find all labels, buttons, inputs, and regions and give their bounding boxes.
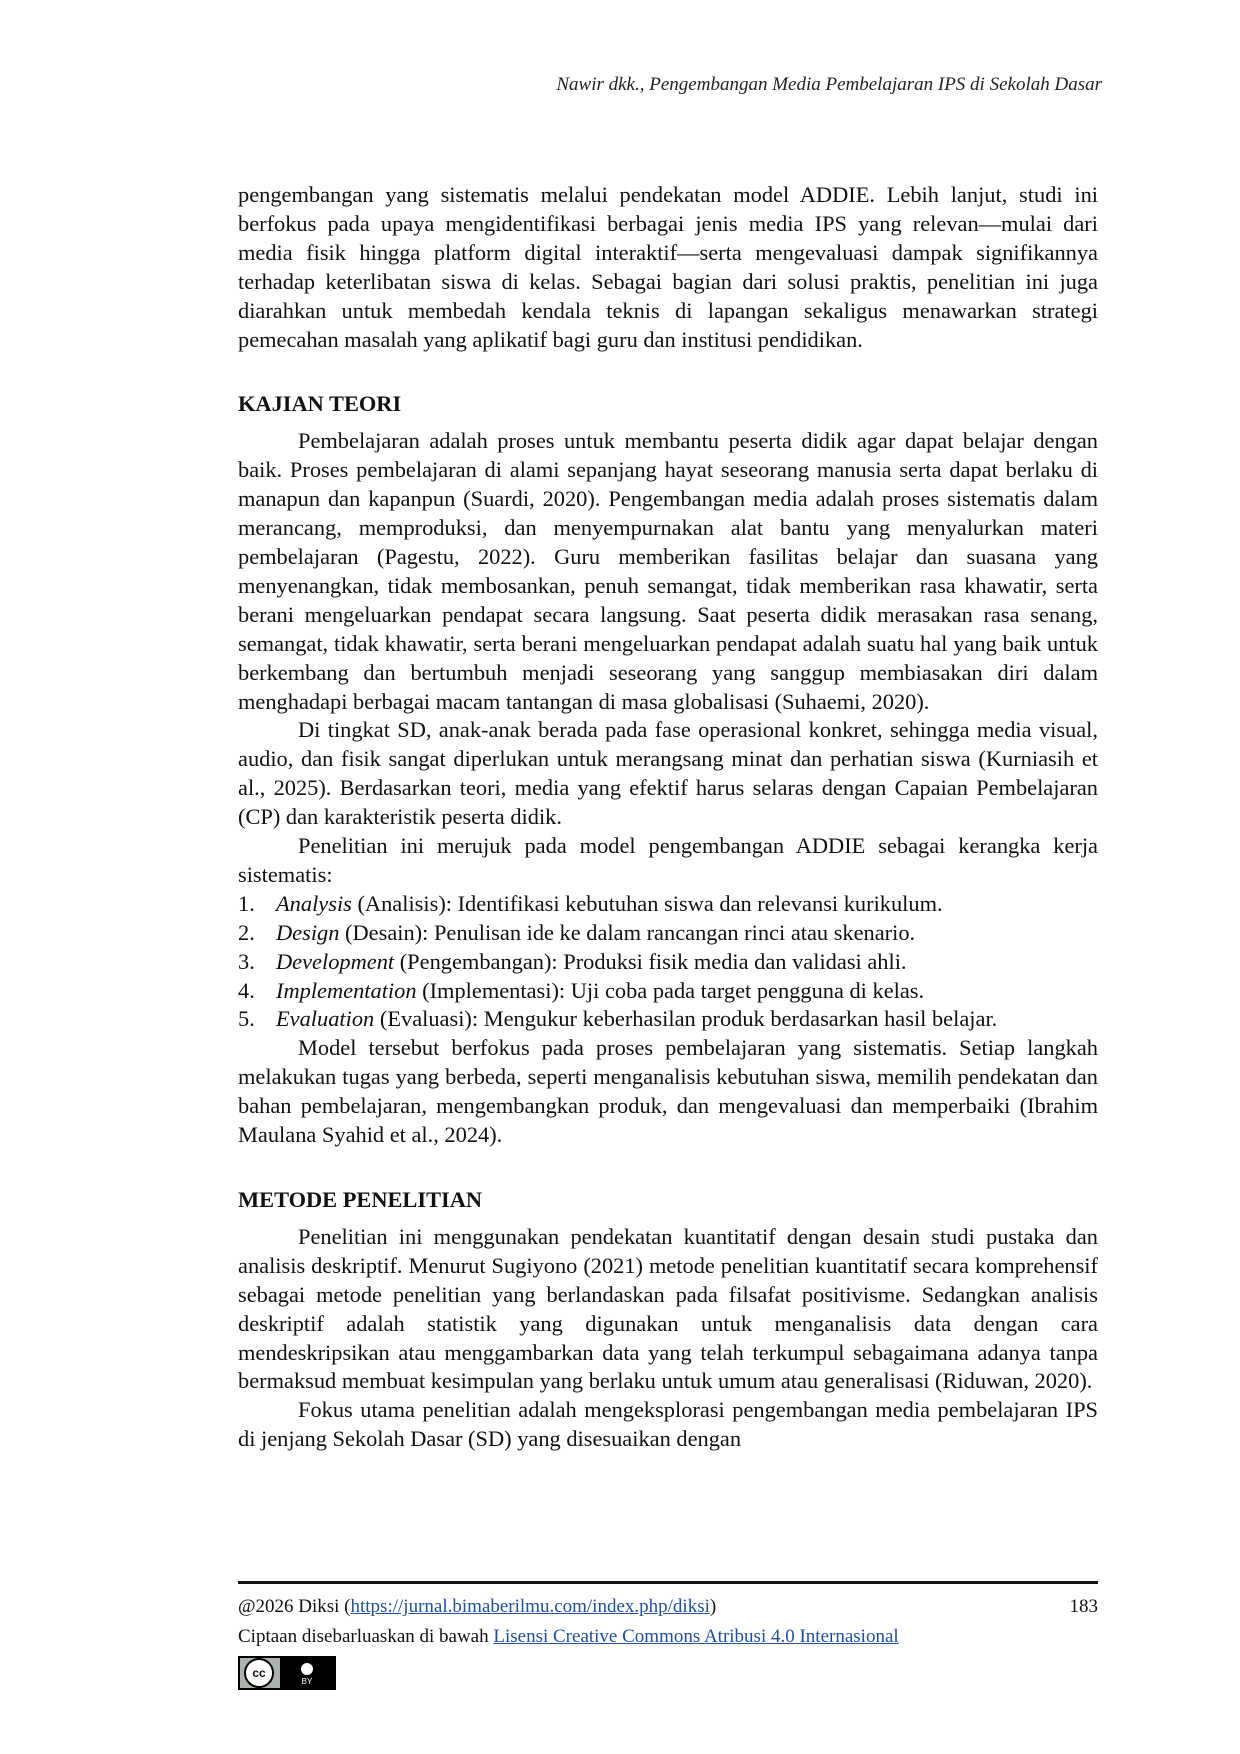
license-prefix: Ciptaan disebarluaskan di bawah [238,1626,494,1647]
license-link[interactable]: Lisensi Creative Commons Atribusi 4.0 Internasional [493,1626,899,1647]
paragraph-kajian-3: Penelitian ini merujuk pada model pengembangan ADDIE sebagai kerangka kerja sistematis: [238,833,1098,887]
list-item [238,1005,1098,1034]
list-item [238,919,1098,948]
list-term: Development [276,948,395,974]
page-number: 183 [1069,1596,1098,1617]
by-label: BY [301,1676,313,1686]
list-item [238,890,1098,919]
list-term: Analysis [276,890,352,916]
list-item [238,948,1098,977]
copyright-suffix: ) [709,1596,717,1617]
paragraph-metode-2: Fokus utama penelitian adalah mengeksplorasi pengembangan media pembelajaran IPS di jenjang Sekolah Dasar (SD) yang disesuaikan dengan [238,1397,1098,1452]
list-number: 3. [238,948,255,974]
list-text: (Evaluasi): Mengukur keberhasilan produk berdasarkan hasil belajar. [374,1006,998,1032]
running-header: Nawir dkk., Pengembangan Media Pembelajaran IPS di Sekolah Dasar [556,74,1102,95]
cc-by-license-badge[interactable] [238,1656,336,1690]
list-number: 1. [238,890,255,916]
footer-copyright-row [238,1596,1098,1618]
article-body [238,181,1098,1454]
section-heading-metode-penelitian: METODE PENELITIAN [238,1187,483,1212]
list-term: Evaluation [276,1006,375,1032]
paragraph-kajian-2: Di tingkat SD, anak-anak berada pada fase operasional konkret, sehingga media visual, audio, dan fisik sangat diperlukan untuk merangsang minat dan perhatian siswa (Kurniasih et al., 2025). Berdasarkan teori, media yang efektif harus selaras dengan Capaian Pembelajaran (CP) dan karakteristik peserta didik. [238,717,1098,830]
list-term: Design [276,919,340,945]
by-attribution-icon [280,1658,334,1688]
copyright-prefix: @2026 Diksi ( [238,1596,351,1617]
paragraph-kajian-1: Pembelajaran adalah proses untuk membantu peserta didik agar dapat belajar dengan baik. Proses pembelajaran di alami sepanjang hayat seseorang manusia serta dapat berlaku di manapun dan kapanpun (Suardi, 2020). Pengembangan media adalah proses sistematis dalam merancang, memproduksi, dan menyempurnakan alat bantu yang menyalurkan materi pembelajaran (Pagestu, 2022). Guru memberikan fasilitas belajar dan suasana yang menyenangkan, tidak membosankan, penuh semangat, tidak memberikan rasa khawatir, serta berani mengeluarkan pendapat secara langsung. Saat peserta didik merasakan rasa senang, semangat, tidak khawatir, serta berani mengeluarkan pendapat adalah suatu hal yang baik untuk berkembang dan bertumbuh menjadi seseorang yang sanggup membiasakan diri dalam menghadapi berbagai macam tantangan di masa globalisasi (Suhaemi, 2020). [238,428,1098,714]
footer-license-row [238,1626,1098,1648]
list-text: (Desain): Penulisan ide ke dalam rancangan rinci atau skenario. [339,919,916,945]
cc-icon: cc [244,1658,274,1688]
paragraph-kajian-4: Model tersebut berfokus pada proses pembelajaran yang sistematis. Setiap langkah melakukan tugas yang berbeda, seperti menganalisis kebutuhan siswa, memilih pendekatan dan bahan pembelajaran, mengembangkan produk, dan mengevaluasi dan memperbaiki (Ibrahim Maulana Syahid et al., 2024). [238,1035,1098,1148]
list-term: Implementation [276,977,417,1003]
paragraph-metode-1: Penelitian ini menggunakan pendekatan kuantitatif dengan desain studi pustaka dan analisis deskriptif. Menurut Sugiyono (2021) metode penelitian kuantitatif secara komprehensif sebagai metode penelitian yang berlandaskan pada filsafat positivisme. Sedangkan analisis deskriptif adalah statistik yang digunakan untuk menganalisis data dengan cara mendeskripsikan atau menggambarkan data yang telah terkumpul sebagaimana adanya tanpa bermaksud membuat kesimpulan yang berlaku untuk umum atau generalisasi (Riduwan, 2020). [238,1223,1098,1394]
list-item [238,977,1098,1006]
person-icon [299,1661,315,1677]
footer-divider [238,1581,1098,1584]
list-number: 5. [238,1006,255,1032]
addie-list [238,890,1098,1035]
list-number: 4. [238,977,255,1003]
footer-copyright [238,1596,716,1618]
journal-link[interactable]: https://jurnal.bimaberilmu.com/index.php/diksi [350,1596,710,1617]
list-text: (Analisis): Identifikasi kebutuhan siswa dan relevansi kurikulum. [351,890,943,916]
section-heading-kajian-teori: KAJIAN TEORI [238,391,402,417]
list-number: 2. [238,919,255,945]
paragraph-intro: pengembangan yang sistematis melalui pendekatan model ADDIE. Lebih lanjut, studi ini berfokus pada upaya mengidentifikasi berbagai jenis media IPS yang relevan—mulai dari media fisik hingga platform digital interaktif—serta mengevaluasi dampak signifikannya terhadap keterlibatan siswa di kelas. Sebagai bagian dari solusi praktis, penelitian ini juga diarahkan untuk membedah kendala teknis di lapangan sekaligus menawarkan strategi pemecahan masalah yang aplikatif bagi guru dan institusi pendidikan. [238,182,1098,352]
list-text: (Implementasi): Uji coba pada target pengguna di kelas. [416,977,925,1003]
list-text: (Pengembangan): Produksi fisik media dan validasi ahli. [394,948,907,974]
